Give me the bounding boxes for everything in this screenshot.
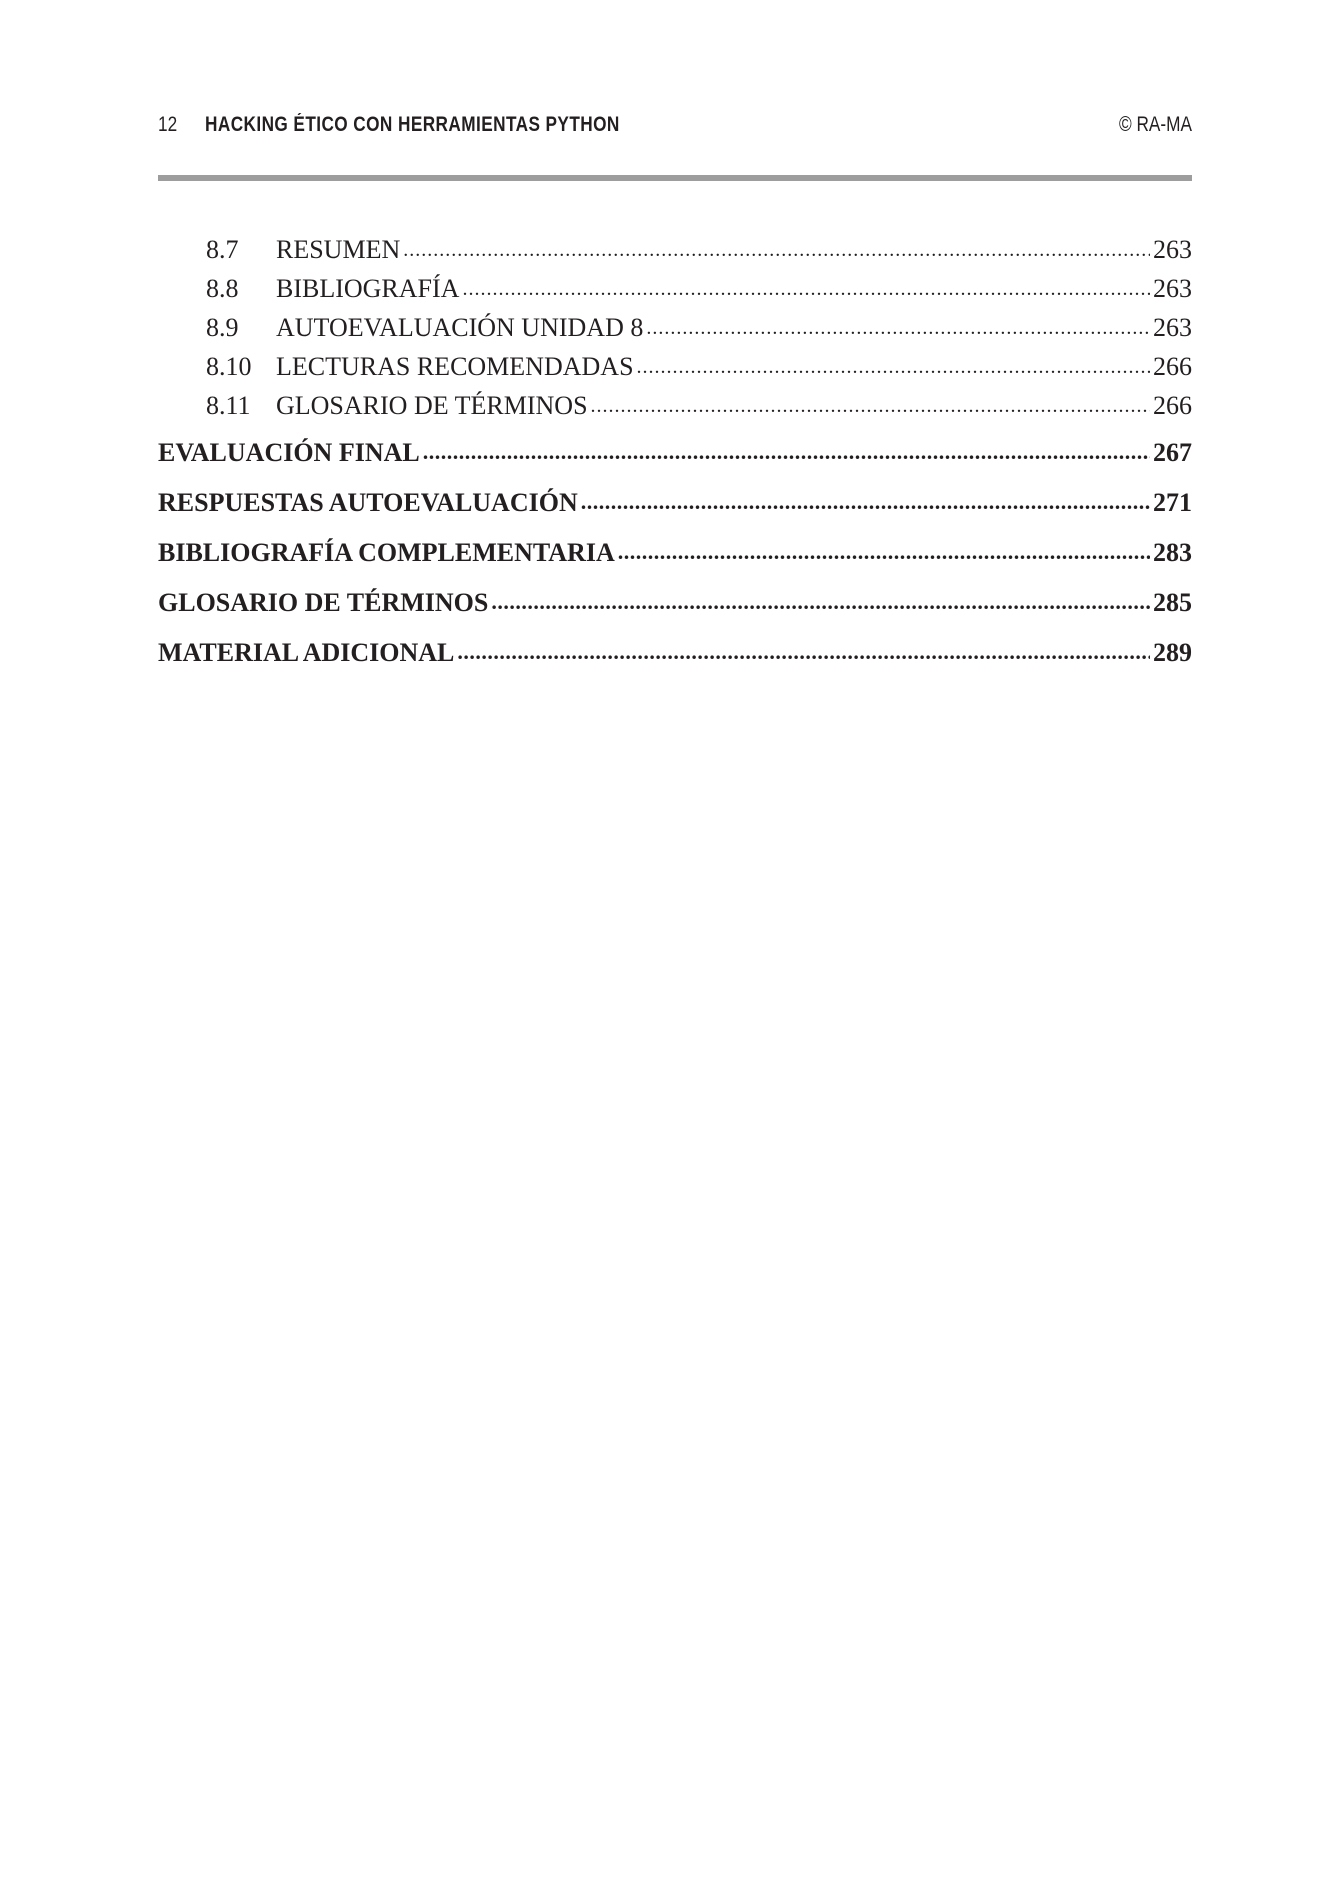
toc-subsection-row[interactable]	[158, 232, 1192, 271]
toc-number: 8.8	[206, 274, 239, 303]
toc-section-row[interactable]	[158, 585, 1192, 635]
toc-section-row[interactable]	[158, 485, 1192, 535]
toc-section-title: RESPUESTAS AUTOEVALUACIÓN	[158, 488, 578, 517]
dot-leader	[581, 485, 1150, 511]
toc-title: LECTURAS RECOMENDADAS	[276, 352, 634, 381]
toc-page: 266	[1153, 391, 1192, 420]
toc-title: RESUMEN	[276, 235, 401, 264]
header-rule	[158, 175, 1192, 181]
toc-section-row[interactable]	[158, 435, 1192, 485]
page-header	[158, 113, 1192, 147]
toc-title: BIBLIOGRAFÍA	[276, 274, 460, 303]
toc-section-title: GLOSARIO DE TÉRMINOS	[158, 588, 489, 617]
toc-number: 8.7	[206, 235, 239, 264]
toc-page: 266	[1153, 352, 1192, 381]
toc-number: 8.10	[206, 352, 252, 381]
dot-leader	[618, 535, 1150, 561]
toc-section-page: 267	[1153, 438, 1192, 467]
running-title: HACKING ÉTICO CON HERRAMIENTAS PYTHON	[205, 113, 620, 136]
toc-section-title: EVALUACIÓN FINAL	[158, 438, 420, 467]
dot-leader	[457, 635, 1150, 661]
toc-page: 263	[1153, 274, 1192, 303]
toc-number: 8.11	[206, 391, 251, 420]
dot-leader	[423, 435, 1150, 461]
toc-number: 8.9	[206, 313, 239, 342]
toc-page: 263	[1153, 313, 1192, 342]
toc-section-page: 283	[1153, 538, 1192, 567]
page-number: 12	[158, 113, 178, 136]
toc-subsection-row[interactable]	[158, 388, 1192, 427]
toc-section-page: 285	[1153, 588, 1192, 617]
toc-section-page: 289	[1153, 638, 1192, 667]
dot-leader	[591, 388, 1150, 414]
toc-subsection-row[interactable]	[158, 310, 1192, 349]
dot-leader	[646, 310, 1150, 336]
toc-section-title: BIBLIOGRAFÍA COMPLEMENTARIA	[158, 538, 615, 567]
dot-leader	[403, 232, 1150, 258]
dot-leader	[491, 585, 1150, 611]
toc-title: GLOSARIO DE TÉRMINOS	[276, 391, 588, 420]
toc-section-row[interactable]	[158, 535, 1192, 585]
toc-subsection-row[interactable]	[158, 349, 1192, 388]
table-of-contents	[158, 232, 1192, 685]
toc-title: AUTOEVALUACIÓN UNIDAD 8	[276, 313, 644, 342]
publisher-copyright: © RA-MA	[1119, 113, 1192, 136]
toc-subsection-row[interactable]	[158, 271, 1192, 310]
dot-leader	[637, 349, 1150, 375]
dot-leader	[462, 271, 1150, 297]
toc-page: 263	[1153, 235, 1192, 264]
toc-section-page: 271	[1153, 488, 1192, 517]
toc-section-title: MATERIAL ADICIONAL	[158, 638, 455, 667]
toc-section-row[interactable]	[158, 635, 1192, 685]
